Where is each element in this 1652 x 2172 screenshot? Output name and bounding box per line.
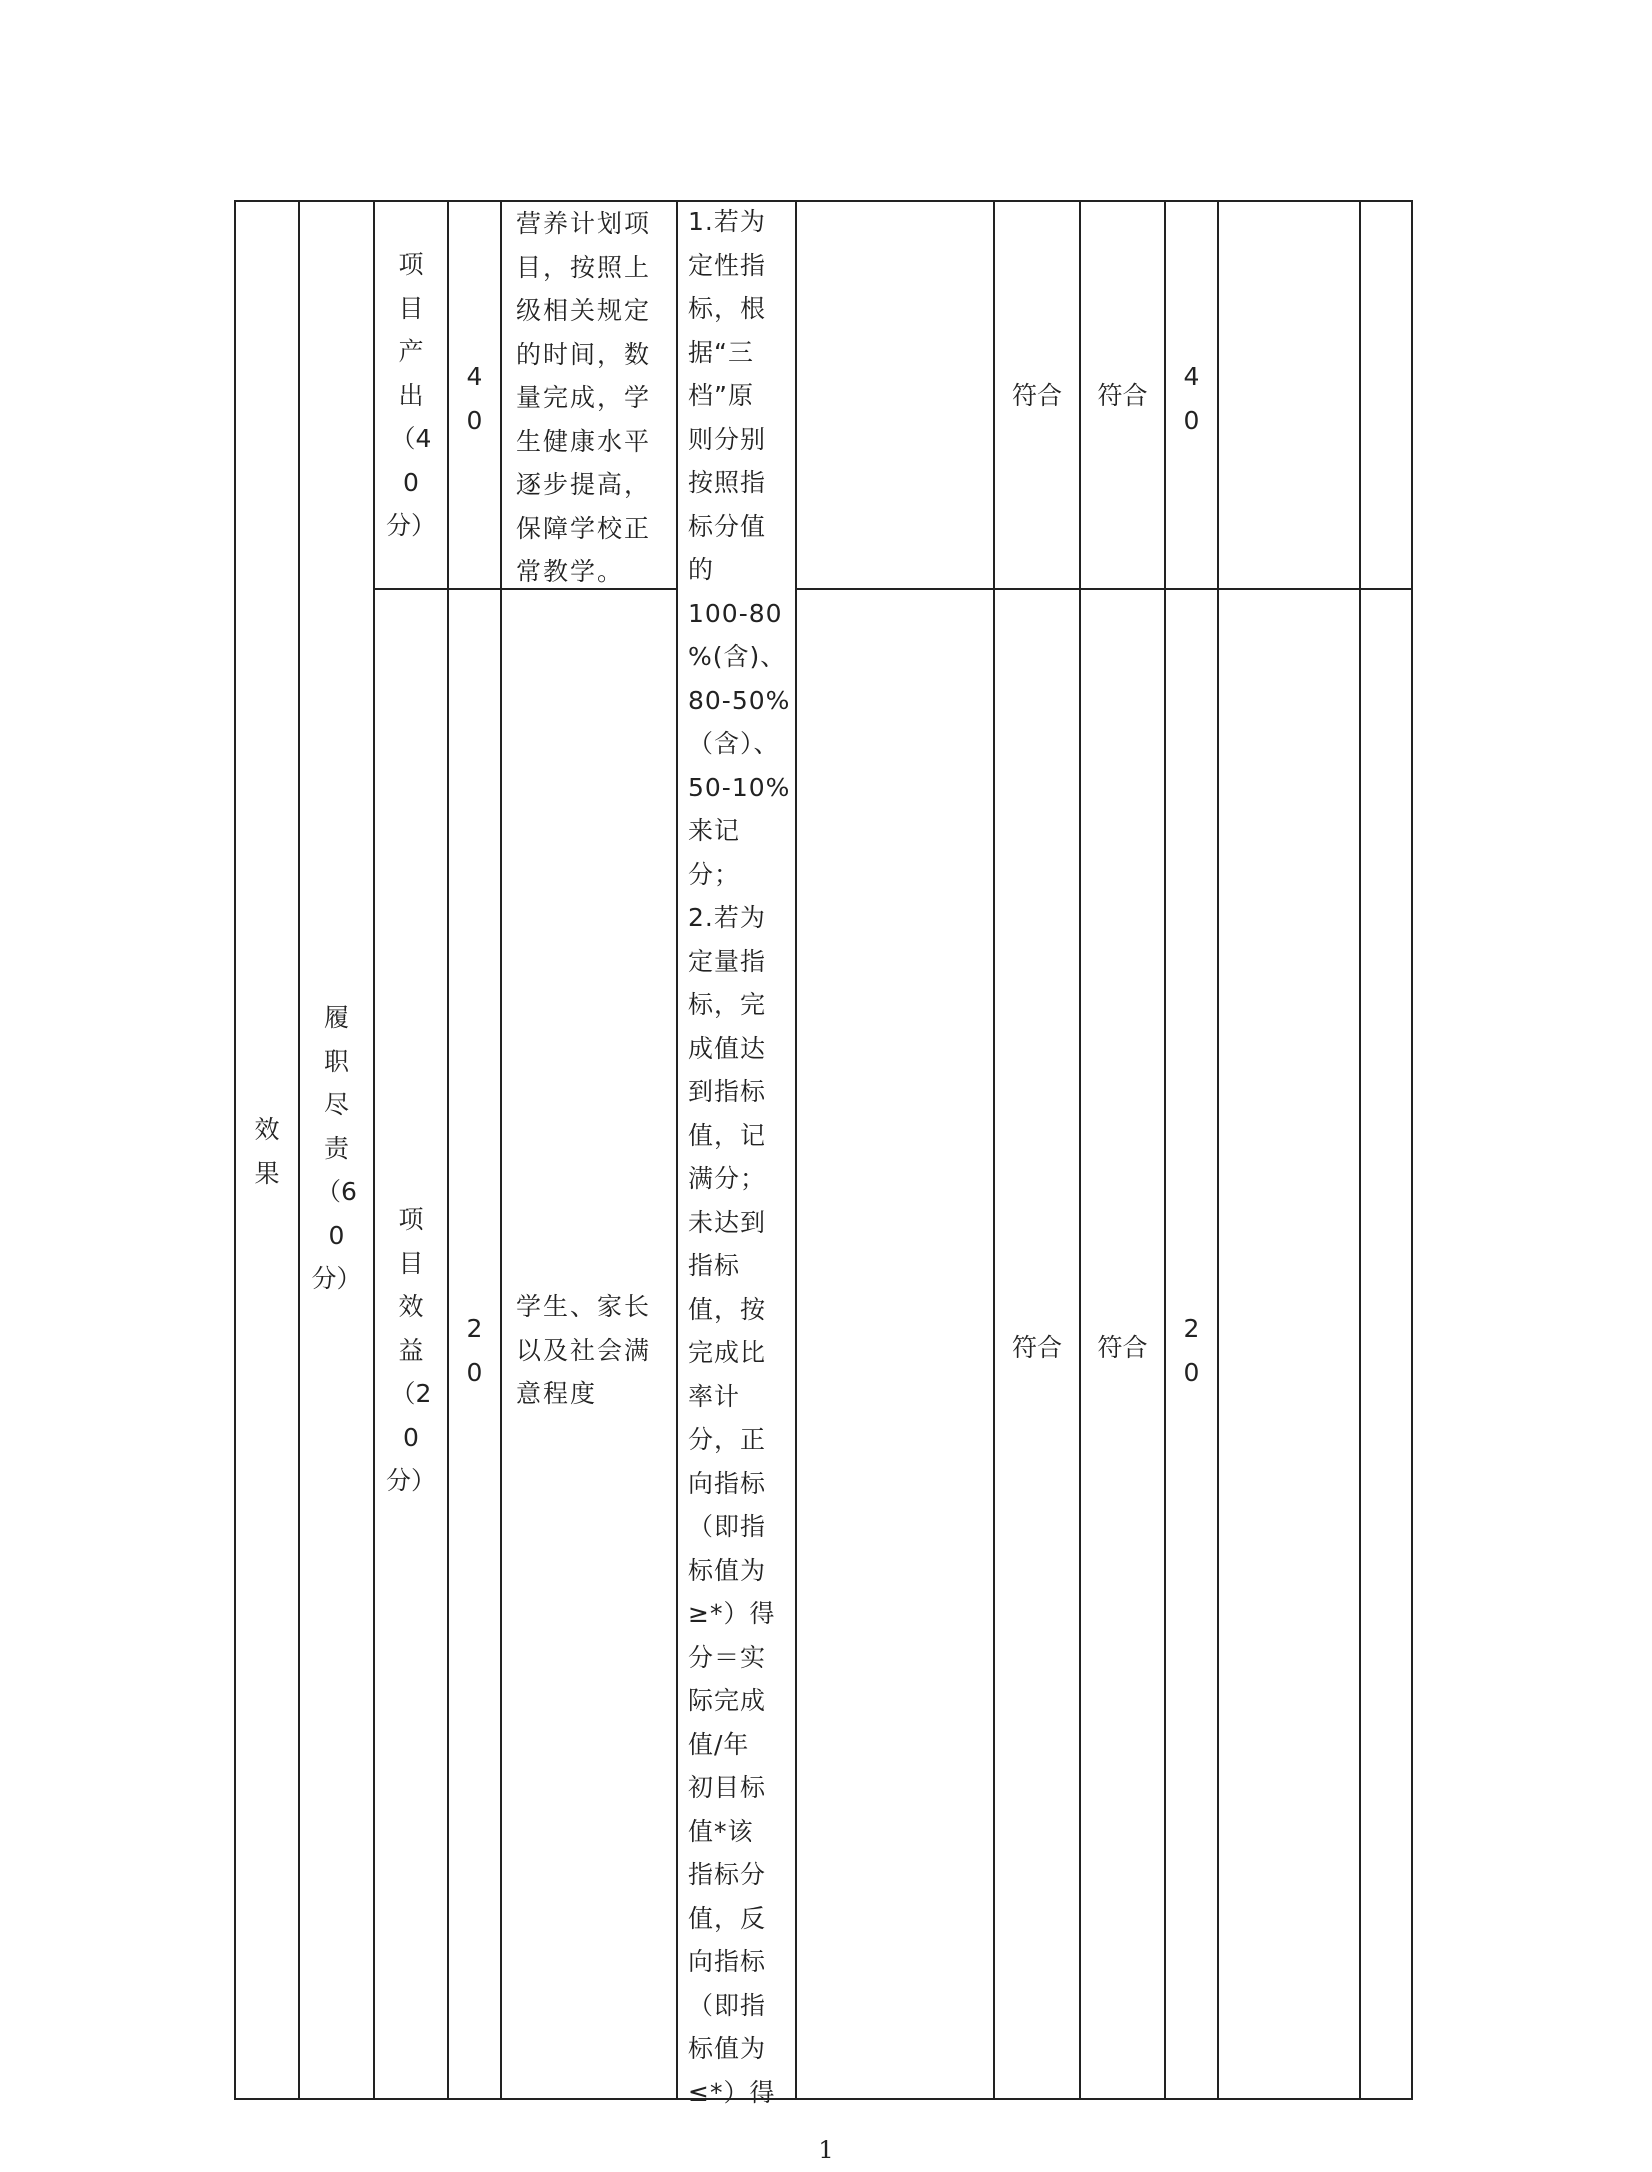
table-column-line [993, 200, 995, 2100]
result-b-cell-benefit: 符合 [1097, 1333, 1148, 1362]
scoring-rule-cell: 1.若为 定性指 标，根 据“三 档”原 则分别 按照指 标分值 的 100-80 %(含)、 80-50% （含）、 50-10% 来记 分； 2.若为 定量指 标，完 成值达 到指标 值，记 满分； 未达到 指标 值，按 完成比 率计 分，正 向指标 （即指 标值为 ≥*）得 分＝实 际完成 值/年 初目标 值*该 指标分 值，反 向指标 （即指 标值为 ≤*）得 [688, 207, 791, 2107]
table-column-line [447, 200, 449, 2100]
note-cell-output [1219, 202, 1359, 588]
result-a-cell-output: 符合 [1011, 381, 1062, 410]
indicator-cell-benefit: 项 目 效 益 （2 0 分） [385, 1205, 436, 1495]
page-number: 1 [818, 2136, 834, 2164]
table-column-line [1411, 200, 1413, 2100]
score-cell-output: 4 0 [1183, 362, 1200, 435]
category-cell: 效 果 [254, 1115, 280, 1188]
result-b-cell-output: 符合 [1097, 381, 1148, 410]
note-cell-benefit [1219, 590, 1359, 2098]
table-column-line [500, 200, 502, 2100]
table-border-bottom [234, 2098, 1413, 2100]
table-column-line [1079, 200, 1081, 2100]
evidence-cell-output [797, 202, 993, 588]
table-column-line [676, 200, 678, 2100]
extra-cell-output [1361, 202, 1411, 588]
weight-cell-benefit: 2 0 [466, 1314, 483, 1387]
evidence-cell-benefit [797, 590, 993, 2098]
table-column-line [1164, 200, 1166, 2100]
content-cell-benefit: 学生、家长以及社会满意程度 [516, 1292, 652, 1408]
result-a-cell-benefit: 符合 [1011, 1333, 1062, 1362]
score-cell-benefit: 2 0 [1183, 1314, 1200, 1387]
content-cell-output: 营养计划项目，按照上级相关规定的时间，数量完成，学生健康水平逐步提高，保障学校正常教学。 [516, 209, 652, 586]
weight-cell-output: 4 0 [466, 362, 483, 435]
indicator-cell-output: 项 目 产 出 （4 0 分） [385, 250, 436, 540]
extra-cell-benefit [1361, 590, 1411, 2098]
dimension-cell: 履 职 尽 责 （6 0 分） [311, 1003, 362, 1293]
